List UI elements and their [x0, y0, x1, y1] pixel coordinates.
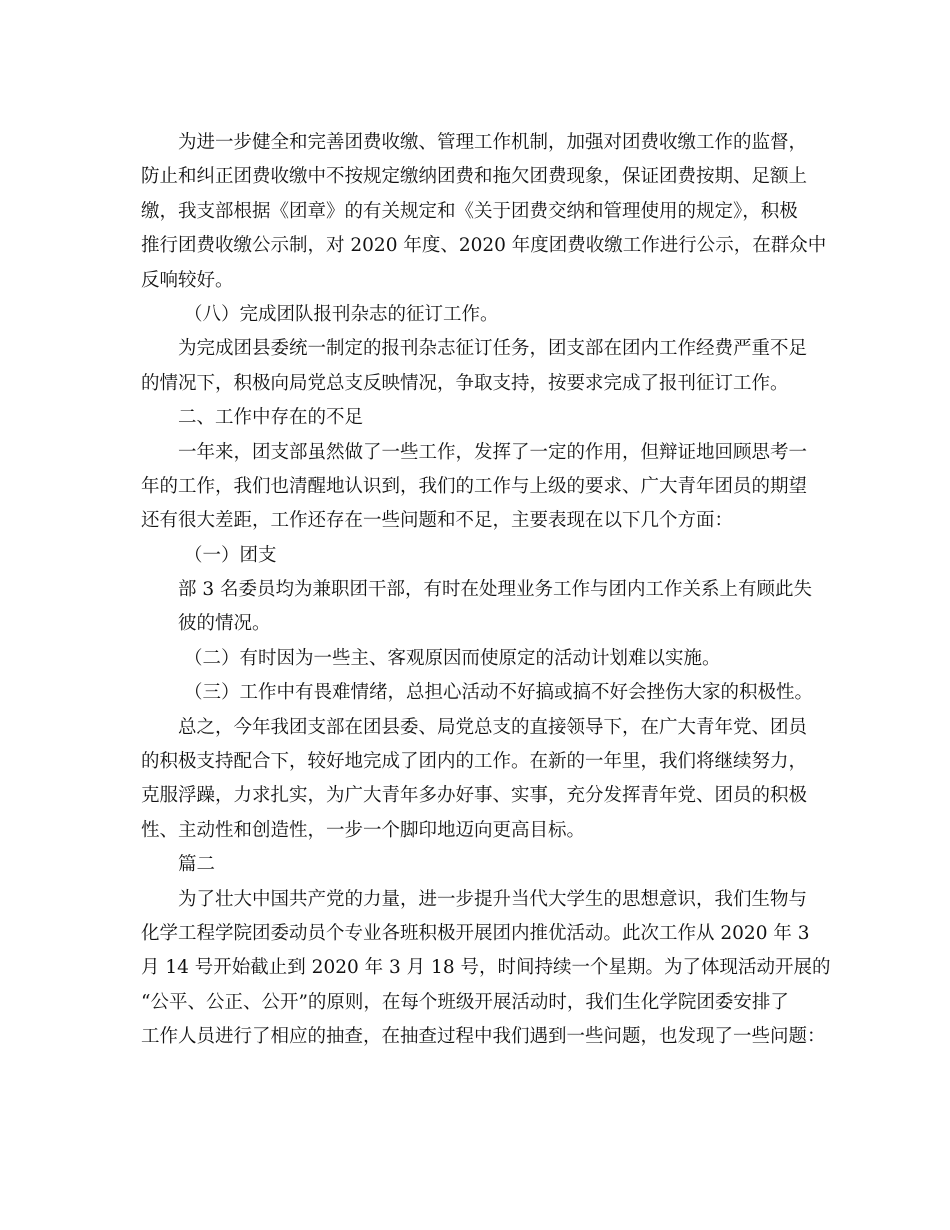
- section-heading: 篇二: [178, 854, 216, 876]
- text-line: 还有很大差距，工作还存在一些问题和不足，主要表现在以下几个方面：: [141, 510, 734, 532]
- text-line: 为了壮大中国共产党的力量，进一步提升当代大学生的思想意识，我们生物与: [178, 888, 808, 910]
- text-line: 月 14 号开始截止到 2020 年 3 月 18 号，时间持续一个星期。为了体现活动开展的: [141, 957, 831, 979]
- section-heading: （一）团支: [184, 544, 277, 566]
- list-item: （二）有时因为一些主、客观原因而使原定的活动计划难以实施。: [184, 647, 721, 669]
- text-line: 推行团费收缴公示制，对 2020 年度、2020 年度团费收缴工作进行公示，在群众中: [141, 235, 827, 257]
- text-line: 一年来，团支部虽然做了一些工作，发挥了一定的作用，但辩证地回顾思考一: [178, 441, 808, 463]
- text-line: 克服浮躁，力求扎实，为广大青年多办好事、实事，充分发挥青年党、团员的积极: [141, 785, 808, 807]
- text-line: 部 3 名委员均为兼职团干部，有时在处理业务工作与团内工作关系上有顾此失: [178, 579, 813, 601]
- text-line: “公平、公正、公开”的原则，在每个班级开展活动时，我们生化学院团委安排了: [141, 991, 789, 1013]
- section-heading: 二、工作中存在的不足: [178, 407, 364, 429]
- text-line: 性、主动性和创造性，一步一个脚印地迈向更高目标。: [141, 819, 586, 841]
- section-heading: （八）完成团队报刊杂志的征订工作。: [184, 303, 499, 325]
- text-line: 的情况下，积极向局党总支反映情况，争取支持，按要求完成了报刊征订工作。: [141, 372, 789, 394]
- text-line: 为进一步健全和完善团费收缴、管理工作机制，加强对团费收缴工作的监督，: [178, 132, 808, 153]
- text-line: 防止和纠正团费收缴中不按规定缴纳团费和拖欠团费现象，保证团费按期、足额上: [141, 166, 808, 188]
- text-line: 工作人员进行了相应的抽查，在抽查过程中我们遇到一些问题，也发现了一些问题：: [141, 1026, 826, 1048]
- text-line: 化学工程学院团委动员个专业各班积极开展团内推优活动。此次工作从 2020 年 3: [141, 922, 810, 944]
- text-line: 的积极支持配合下，较好地完成了团内的工作。在新的一年里，我们将继续努力，: [141, 751, 808, 773]
- text-line: 反响较好。: [141, 269, 234, 291]
- text-line: 为完成团县委统一制定的报刊杂志征订任务，团支部在团内工作经费严重不足: [178, 338, 808, 360]
- list-item: （三）工作中有畏难情绪，总担心活动不好搞或搞不好会挫伤大家的积极性。: [184, 682, 814, 704]
- text-line: 彼的情况。: [178, 613, 271, 635]
- document-body: [141, 126, 831, 1055]
- text-line: 年的工作，我们也清醒地认识到，我们的工作与上级的要求、广大青年团员的期望: [141, 475, 808, 497]
- text-line: 总之，今年我团支部在团县委、局党总支的直接领导下，在广大青年党、团员: [178, 716, 808, 738]
- text-line: 缴，我支部根据《团章》的有关规定和《关于团费交纳和管理使用的规定》，积极: [141, 200, 798, 222]
